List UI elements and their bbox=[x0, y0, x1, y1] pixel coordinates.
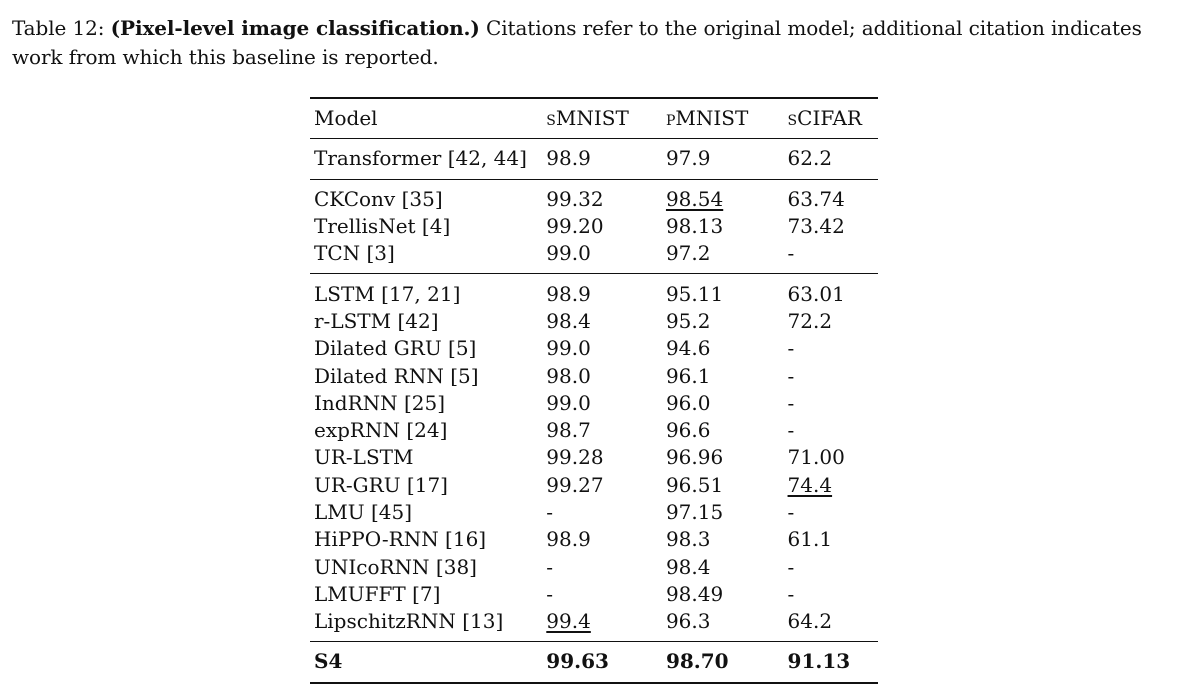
table-row bbox=[310, 390, 878, 417]
cell-value: 97.2 bbox=[665, 241, 711, 266]
cell-value: 63.74 bbox=[787, 186, 845, 211]
cell-value: UR-GRU [17] bbox=[314, 472, 448, 497]
cell-scifar bbox=[788, 213, 878, 240]
cell-value: 99.0 bbox=[546, 390, 591, 415]
cell-scifar bbox=[788, 362, 878, 389]
cell-value: 95.11 bbox=[665, 281, 724, 306]
cell-value: 98.4 bbox=[665, 554, 711, 579]
table-row bbox=[310, 274, 878, 308]
table-row bbox=[310, 179, 878, 213]
caption-line-2: work from which this baseline is reported. bbox=[12, 45, 439, 69]
cell-pmnist bbox=[666, 308, 788, 335]
table-row bbox=[310, 553, 878, 580]
cell-smnist bbox=[546, 417, 666, 444]
cell-smnist bbox=[546, 608, 666, 642]
table-row bbox=[310, 213, 878, 240]
cell-value: 94.6 bbox=[665, 336, 711, 361]
cell-scifar bbox=[788, 390, 878, 417]
cell-value: 96.96 bbox=[665, 445, 724, 470]
caption-text-1: Citations refer to the original model; additional citation indicates bbox=[479, 16, 1142, 40]
cell-value: - bbox=[787, 363, 795, 388]
caption-line-1 bbox=[12, 14, 1197, 43]
cell-value: - bbox=[787, 581, 795, 606]
cell-smnist bbox=[546, 444, 666, 471]
table-caption bbox=[12, 14, 1197, 72]
cell-model bbox=[310, 362, 546, 389]
cell-model bbox=[310, 417, 546, 444]
cell-value: 72.2 bbox=[787, 308, 833, 333]
cell-value: LipschitzRNN [13] bbox=[314, 609, 504, 634]
cell-scifar bbox=[788, 417, 878, 444]
cell-model bbox=[310, 240, 546, 274]
header-scifar: sCIFAR bbox=[787, 106, 862, 131]
table-row bbox=[310, 472, 878, 499]
cell-pmnist: 98.70 bbox=[665, 649, 729, 674]
cell-smnist bbox=[546, 499, 666, 526]
table-row-final bbox=[310, 642, 878, 683]
cell-smnist bbox=[546, 308, 666, 335]
cell-pmnist bbox=[666, 390, 788, 417]
cell-value: - bbox=[546, 554, 554, 579]
cell-scifar bbox=[788, 581, 878, 608]
cell-value: 96.6 bbox=[665, 418, 711, 443]
table-row bbox=[310, 308, 878, 335]
cell-value: Transformer [42, 44] bbox=[314, 146, 527, 171]
cell-pmnist bbox=[666, 362, 788, 389]
cell-value: 96.1 bbox=[665, 363, 711, 388]
table-row bbox=[310, 417, 878, 444]
table-row bbox=[310, 362, 878, 389]
cell-value: 99.0 bbox=[546, 336, 591, 361]
cell-smnist bbox=[546, 362, 666, 389]
cell-value: UNIcoRNN [38] bbox=[314, 554, 477, 579]
cell-value: 97.9 bbox=[665, 146, 711, 171]
cell-model bbox=[310, 308, 546, 335]
table-row bbox=[310, 139, 878, 179]
cell-scifar bbox=[788, 139, 878, 179]
cell-pmnist bbox=[666, 608, 788, 642]
table-row bbox=[310, 444, 878, 471]
cell-scifar bbox=[788, 608, 878, 642]
table-header-row bbox=[310, 98, 878, 139]
header-smnist: sMNIST bbox=[546, 106, 629, 131]
cell-value: IndRNN [25] bbox=[314, 390, 446, 415]
cell-model bbox=[310, 213, 546, 240]
cell-smnist bbox=[546, 390, 666, 417]
caption-title: (Pixel-level image classification.) bbox=[110, 16, 480, 40]
cell-value: - bbox=[787, 241, 795, 266]
cell-scifar bbox=[788, 472, 878, 499]
cell-model bbox=[310, 179, 546, 213]
cell-value: TCN [3] bbox=[314, 241, 395, 266]
cell-value: 71.00 bbox=[787, 445, 845, 470]
cell-value: 98.49 bbox=[665, 581, 724, 606]
cell-pmnist bbox=[666, 213, 788, 240]
cell-value: - bbox=[546, 500, 554, 524]
cell-model bbox=[310, 526, 546, 553]
cell-value: 98.0 bbox=[546, 363, 591, 388]
cell-value: TrellisNet [4] bbox=[314, 214, 451, 239]
cell-value: 99.28 bbox=[546, 445, 604, 470]
cell-smnist bbox=[546, 335, 666, 362]
cell-value: - bbox=[787, 500, 795, 524]
caption-label: Table 12: bbox=[12, 16, 105, 40]
cell-value: r-LSTM [42] bbox=[314, 308, 439, 333]
cell-value: - bbox=[787, 554, 795, 579]
table-row bbox=[310, 526, 878, 553]
cell-scifar bbox=[788, 179, 878, 213]
cell-smnist bbox=[546, 526, 666, 553]
cell-scifar bbox=[788, 240, 878, 274]
cell-model bbox=[310, 608, 546, 642]
cell-value: LSTM [17, 21] bbox=[314, 281, 461, 306]
cell-value: 96.3 bbox=[665, 609, 711, 634]
cell-value: HiPPO-RNN [16] bbox=[314, 527, 487, 552]
cell-value: 98.4 bbox=[546, 308, 591, 333]
cell-value: Dilated RNN [5] bbox=[314, 363, 479, 388]
cell-model bbox=[310, 444, 546, 471]
cell-smnist bbox=[546, 240, 666, 274]
cell-pmnist bbox=[666, 335, 788, 362]
cell-value: 64.2 bbox=[787, 609, 833, 634]
table-body bbox=[310, 139, 878, 683]
cell-value: LMU [45] bbox=[314, 500, 413, 524]
cell-value: CKConv [35] bbox=[314, 186, 443, 211]
table-row bbox=[310, 240, 878, 274]
cell-scifar bbox=[788, 526, 878, 553]
cell-pmnist bbox=[666, 526, 788, 553]
cell-smnist bbox=[546, 553, 666, 580]
cell-value: - bbox=[787, 390, 795, 415]
results-table-wrapper bbox=[310, 97, 878, 684]
cell-scifar bbox=[788, 444, 878, 471]
cell-scifar bbox=[788, 335, 878, 362]
cell-pmnist bbox=[666, 139, 788, 179]
cell-value: 97.15 bbox=[665, 500, 724, 524]
cell-value: 98.9 bbox=[546, 146, 591, 171]
cell-value: - bbox=[787, 418, 795, 443]
cell-pmnist bbox=[666, 472, 788, 499]
cell-value: 99.4 bbox=[546, 609, 591, 634]
cell-value: 74.4 bbox=[787, 472, 833, 497]
cell-value: 62.2 bbox=[787, 146, 833, 171]
cell-pmnist bbox=[666, 444, 788, 471]
table-row bbox=[310, 608, 878, 642]
cell-model bbox=[310, 139, 546, 179]
cell-value: UR-LSTM bbox=[314, 445, 414, 470]
cell-model bbox=[310, 553, 546, 580]
cell-value: 96.51 bbox=[665, 472, 724, 497]
cell-smnist bbox=[546, 179, 666, 213]
cell-pmnist bbox=[666, 240, 788, 274]
cell-smnist bbox=[546, 581, 666, 608]
cell-smnist bbox=[546, 139, 666, 179]
cell-value: 96.0 bbox=[665, 390, 711, 415]
results-table bbox=[310, 97, 878, 684]
cell-value: 99.27 bbox=[546, 472, 604, 497]
cell-model bbox=[310, 390, 546, 417]
cell-value: Dilated GRU [5] bbox=[314, 336, 477, 361]
cell-model bbox=[310, 581, 546, 608]
cell-value: 98.7 bbox=[546, 418, 591, 443]
cell-value: 98.13 bbox=[665, 214, 724, 239]
header-model: Model bbox=[314, 106, 378, 131]
cell-model: S4 bbox=[314, 649, 343, 674]
cell-scifar bbox=[788, 308, 878, 335]
cell-scifar: 91.13 bbox=[787, 649, 851, 674]
cell-value: - bbox=[787, 336, 795, 361]
cell-pmnist bbox=[666, 581, 788, 608]
cell-value: - bbox=[546, 581, 554, 606]
cell-value: expRNN [24] bbox=[314, 418, 448, 443]
cell-value: 98.9 bbox=[546, 527, 591, 552]
cell-smnist bbox=[546, 274, 666, 308]
cell-pmnist bbox=[666, 274, 788, 308]
cell-value: 99.20 bbox=[546, 214, 604, 239]
cell-pmnist bbox=[666, 417, 788, 444]
cell-value: 61.1 bbox=[787, 527, 833, 552]
cell-value: 98.54 bbox=[665, 186, 724, 211]
cell-value: 98.9 bbox=[546, 281, 591, 306]
cell-scifar bbox=[788, 499, 878, 526]
cell-smnist: 99.63 bbox=[546, 649, 609, 674]
cell-value: 73.42 bbox=[787, 214, 845, 239]
cell-smnist bbox=[546, 213, 666, 240]
cell-value: 95.2 bbox=[665, 308, 711, 333]
cell-smnist bbox=[546, 472, 666, 499]
table-row bbox=[310, 499, 878, 526]
cell-value: 63.01 bbox=[787, 281, 845, 306]
cell-model bbox=[310, 499, 546, 526]
table-row bbox=[310, 335, 878, 362]
cell-model bbox=[310, 335, 546, 362]
cell-value: 99.0 bbox=[546, 241, 591, 266]
header-pmnist: pMNIST bbox=[665, 106, 749, 131]
cell-pmnist bbox=[666, 179, 788, 213]
cell-value: 99.32 bbox=[546, 186, 604, 211]
cell-scifar bbox=[788, 553, 878, 580]
cell-pmnist bbox=[666, 553, 788, 580]
cell-value: LMUFFT [7] bbox=[314, 581, 441, 606]
cell-value: 98.3 bbox=[665, 527, 711, 552]
table-row bbox=[310, 581, 878, 608]
cell-model bbox=[310, 472, 546, 499]
cell-model bbox=[310, 274, 546, 308]
cell-scifar bbox=[788, 274, 878, 308]
cell-pmnist bbox=[666, 499, 788, 526]
